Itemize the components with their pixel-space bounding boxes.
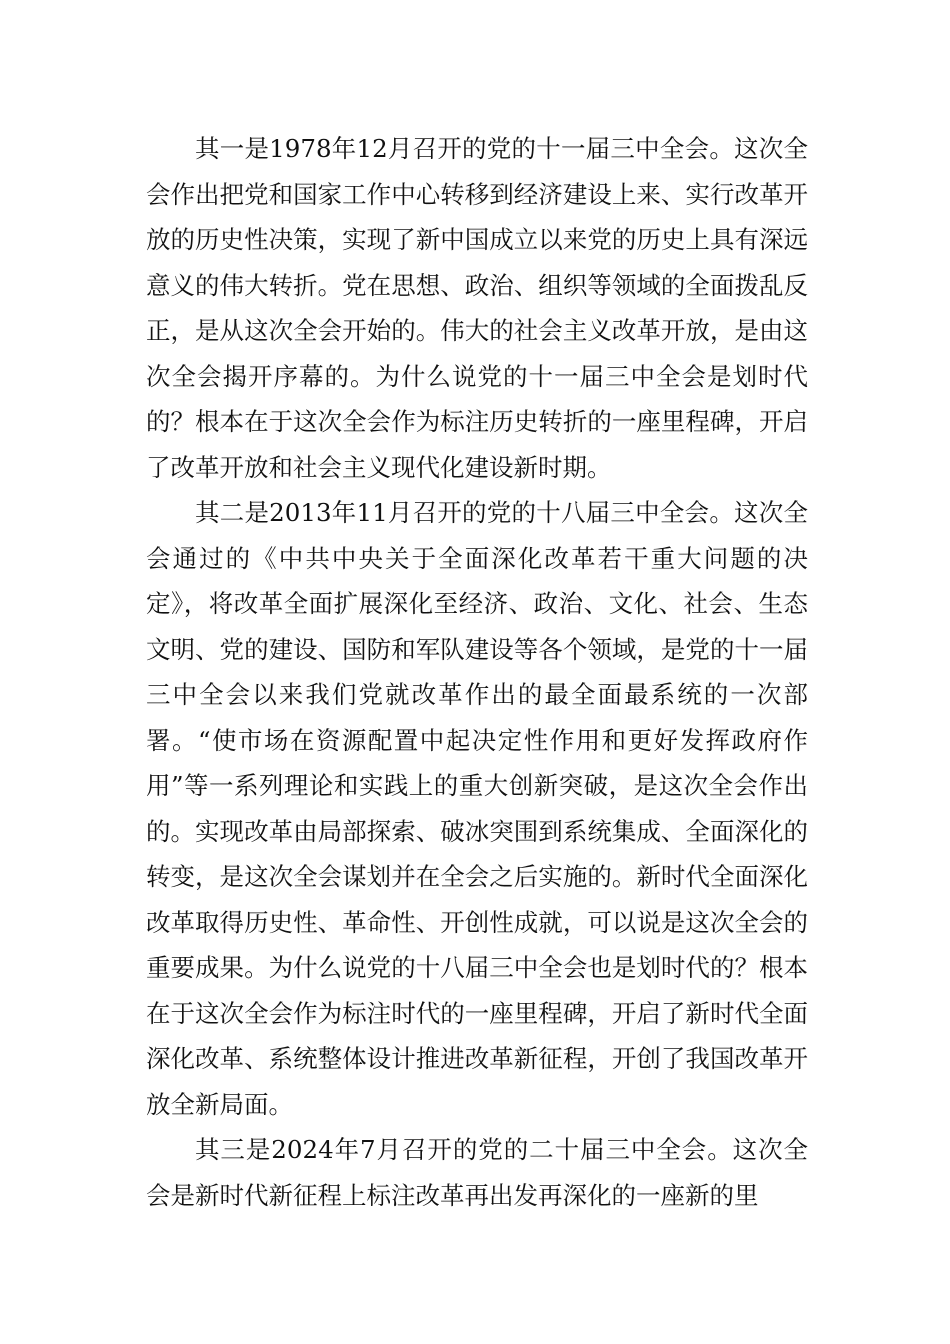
paragraph-3: 其三是2024年7月召开的党的二十届三中全会。这次全会是新时代新征程上标注改革再出发再深化的一座新的里 xyxy=(146,1135,808,1210)
document-body xyxy=(146,126,808,1218)
paragraph-2: 其二是2013年11月召开的党的十八届三中全会。这次全会通过的《中共中央关于全面深化改革若干重大问题的决定》，将改革全面扩展深化至经济、政治、文化、社会、生态文明、党的建设、国防和军队建设等各个领域，是党的十一届三中全会以来我们党就改革作出的最全面最系统的一次部署。“使市场在资源配置中起决定性作用和更好发挥政府作用”等一系列理论和实践上的重大创新突破，是这次全会作出的。实现改革由局部探索、破冰突围到系统集成、全面深化的转变，是这次全会谋划并在全会之后实施的。新时代全面深化改革取得历史性、革命性、开创性成就，可以说是这次全会的重要成果。为什么说党的十八届三中全会也是划时代的？根本在于这次全会作为标注时代的一座里程碑，开启了新时代全面深化改革、系统整体设计推进改革新征程，开创了我国改革开放全新局面。 xyxy=(146,498,808,1119)
paragraph-1: 其一是1978年12月召开的党的十一届三中全会。这次全会作出把党和国家工作中心转移到经济建设上来、实行改革开放的历史性决策，实现了新中国成立以来党的历史上具有深远意义的伟大转折。党在思想、政治、组织等领域的全面拨乱反正，是从这次全会开始的。伟大的社会主义改革开放，是由这次全会揭开序幕的。为什么说党的十一届三中全会是划时代的？根本在于这次全会作为标注历史转折的一座里程碑，开启了改革开放和社会主义现代化建设新时期。 xyxy=(146,134,808,482)
